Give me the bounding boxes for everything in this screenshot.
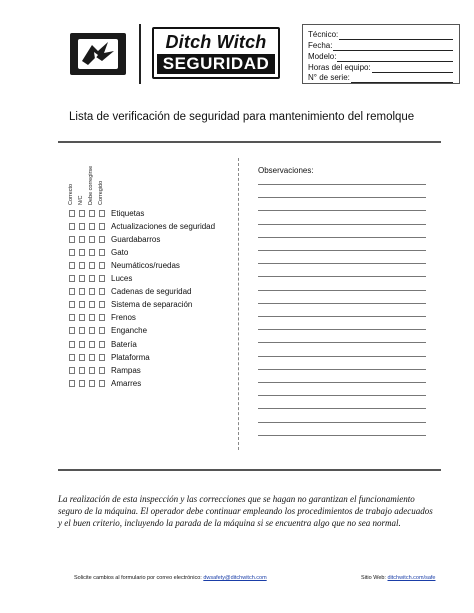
footer-request-text: Solicite cambios al formulario por correo electrónico: [74, 575, 202, 581]
checklist-checkbox[interactable] [89, 210, 95, 217]
observation-line[interactable] [258, 408, 426, 409]
observation-line[interactable] [258, 250, 426, 251]
checklist-item [69, 220, 215, 232]
checklist-checkbox[interactable] [79, 314, 85, 321]
checklist-checkbox[interactable] [69, 210, 75, 217]
checklist-checkbox[interactable] [89, 249, 95, 256]
checklist-item [69, 364, 141, 376]
observation-line[interactable] [258, 382, 426, 383]
checklist-checkbox[interactable] [99, 367, 105, 374]
checklist-checkbox[interactable] [89, 236, 95, 243]
checklist-item [69, 273, 132, 285]
checklist-checkbox[interactable] [79, 354, 85, 361]
footer-request [74, 575, 267, 581]
observations-title: Observaciones: [258, 166, 314, 175]
equipment-hours-label: Horas del equipo: [308, 63, 371, 72]
checklist-checkbox[interactable] [69, 275, 75, 282]
equipment-hours-field[interactable] [308, 63, 453, 73]
checklist-checkbox[interactable] [69, 288, 75, 295]
checklist-checkbox[interactable] [89, 223, 95, 230]
observation-line[interactable] [258, 435, 426, 436]
top-divider [58, 141, 441, 143]
checklist-item-label: Guardabarros [111, 234, 161, 244]
observation-line[interactable] [258, 263, 426, 264]
checklist-checkbox[interactable] [69, 367, 75, 374]
observation-line[interactable] [258, 237, 426, 238]
checklist-item-label: Actualizaciones de seguridad [111, 221, 216, 231]
observation-line[interactable] [258, 356, 426, 357]
checklist-item-label: Rampas [111, 365, 141, 375]
checklist-checkbox[interactable] [69, 236, 75, 243]
equipment-hours-line[interactable] [372, 65, 453, 73]
footer-email-link[interactable]: dwsafety@ditchwitch.com [203, 575, 267, 581]
checklist-checkbox[interactable] [69, 301, 75, 308]
safety-disclaimer: La realización de esta inspección y las correcciones que se hagan no garantizan el funcionamiento seguro de la máquina. El operador debe continuar empleando los procedimientos de trabajo adecuados y el buen criterio, incluyendo la parada de la máquina si se encuentra algo que no sea normal. [58, 494, 433, 528]
date-label: Fecha: [308, 41, 333, 50]
checklist-item [69, 312, 136, 324]
checklist-item [69, 246, 128, 258]
checklist-item [69, 259, 180, 271]
technician-line[interactable] [339, 32, 453, 40]
observation-line[interactable] [258, 290, 426, 291]
observation-line[interactable] [258, 210, 426, 211]
observation-line[interactable] [258, 184, 426, 185]
footer-site [361, 575, 436, 581]
footer-site-text: Sitio Web: [361, 575, 386, 581]
checklist-checkbox[interactable] [99, 301, 105, 308]
checklist-checkbox[interactable] [99, 236, 105, 243]
model-field[interactable] [308, 52, 453, 62]
checklist-item-label: Luces [111, 274, 133, 283]
checklist-checkbox[interactable] [89, 327, 95, 334]
column-separator [238, 158, 239, 450]
checklist-checkbox[interactable] [89, 354, 95, 361]
checklist-checkbox[interactable] [99, 249, 105, 256]
date-field[interactable] [308, 41, 453, 51]
checklist-checkbox[interactable] [89, 288, 95, 295]
ditch-witch-bird-icon [78, 39, 118, 69]
checklist-checkbox[interactable] [99, 275, 105, 282]
checklist-checkbox[interactable] [79, 341, 85, 348]
date-line[interactable] [333, 43, 453, 51]
checklist-checkbox[interactable] [89, 367, 95, 374]
checklist-checkbox[interactable] [69, 223, 75, 230]
checklist-checkbox[interactable] [99, 354, 105, 361]
checklist-checkbox[interactable] [79, 380, 85, 387]
checklist-checkbox[interactable] [69, 341, 75, 348]
checklist-checkbox[interactable] [99, 341, 105, 348]
checklist-checkbox[interactable] [79, 262, 85, 269]
equipment-info-box [302, 24, 460, 84]
technician-label: Técnico: [308, 30, 339, 39]
checklist-item-label: Plataforma [111, 352, 150, 362]
checklist-item [69, 377, 141, 389]
footer-site-link[interactable]: ditchwitch.com/safe [387, 575, 436, 581]
checklist-checkbox[interactable] [79, 210, 85, 217]
col-header-correct: Correcto [68, 183, 74, 205]
col-header-must-fix: Debe corregirse [88, 165, 94, 205]
checklist-item [69, 325, 147, 337]
checklist-item-label: Batería [111, 339, 137, 349]
brand-tagline: SEGURIDAD [157, 54, 275, 74]
checklist-checkbox[interactable] [69, 262, 75, 269]
checklist-checkbox[interactable] [89, 314, 95, 321]
checklist-checkbox[interactable] [89, 341, 95, 348]
checklist-checkbox[interactable] [99, 262, 105, 269]
checklist-item-label: Amarres [111, 378, 142, 388]
checklist-checkbox[interactable] [99, 210, 105, 217]
observation-line[interactable] [258, 342, 426, 343]
checklist-checkbox[interactable] [79, 288, 85, 295]
observation-line[interactable] [258, 422, 426, 423]
observation-line[interactable] [258, 316, 426, 317]
observation-line[interactable] [258, 276, 426, 277]
observation-line[interactable] [258, 197, 426, 198]
checklist-item [69, 207, 144, 219]
observation-line[interactable] [258, 395, 426, 396]
brand-block [152, 27, 280, 79]
observation-line[interactable] [258, 224, 426, 225]
checklist-checkbox[interactable] [69, 380, 75, 387]
checklist-checkbox[interactable] [99, 380, 105, 387]
checklist-item [69, 286, 192, 298]
observation-line[interactable] [258, 303, 426, 304]
checklist-checkbox[interactable] [69, 327, 75, 334]
checklist-checkbox[interactable] [89, 301, 95, 308]
checklist-item-label: Neumáticos/ruedas [111, 260, 180, 270]
checklist-checkbox[interactable] [99, 327, 105, 334]
checklist-item-label: Sistema de separación [111, 300, 193, 310]
checklist-checkbox[interactable] [69, 249, 75, 256]
checklist-item-label: Cadenas de seguridad [111, 287, 192, 297]
checklist-checkbox[interactable] [79, 223, 85, 230]
checklist-checkbox[interactable] [79, 327, 85, 334]
model-line[interactable] [337, 54, 453, 62]
checklist-checkbox[interactable] [79, 249, 85, 256]
col-header-fixed: Corregido [98, 180, 104, 205]
serial-number-line[interactable] [351, 75, 453, 83]
checklist-item [69, 338, 137, 350]
checklist-item [69, 233, 160, 245]
checklist-checkbox[interactable] [69, 314, 75, 321]
ditch-witch-logo [70, 33, 126, 75]
checklist-item-label: Gato [111, 247, 129, 257]
checklist-checkbox[interactable] [99, 314, 105, 321]
checklist-item [69, 351, 150, 363]
checklist-checkbox[interactable] [89, 262, 95, 269]
bottom-divider [58, 469, 441, 471]
checklist-checkbox[interactable] [79, 367, 85, 374]
brand-name: Ditch Witch [165, 32, 267, 52]
checklist-checkbox[interactable] [79, 236, 85, 243]
model-label: Modelo: [308, 52, 337, 61]
checklist-checkbox[interactable] [99, 223, 105, 230]
observation-line[interactable] [258, 329, 426, 330]
serial-number-field[interactable] [308, 73, 453, 83]
col-header-na: N/C [78, 195, 84, 205]
checklist-item-label: Enganche [111, 326, 148, 336]
checklist-checkbox[interactable] [99, 288, 105, 295]
checklist-checkbox[interactable] [79, 301, 85, 308]
checklist-item-label: Frenos [111, 313, 136, 323]
technician-field[interactable] [308, 30, 453, 40]
checklist-item [69, 299, 192, 311]
checklist-checkbox[interactable] [89, 275, 95, 282]
checklist-item-label: Etiquetas [111, 208, 145, 218]
observation-line[interactable] [258, 369, 426, 370]
header-divider [139, 24, 141, 84]
page-title: Lista de verificación de seguridad para mantenimiento del remolque [69, 111, 415, 123]
checklist-checkbox[interactable] [79, 275, 85, 282]
checklist-checkbox[interactable] [89, 380, 95, 387]
serial-number-label: N° de serie: [308, 73, 350, 82]
checklist-checkbox[interactable] [69, 354, 75, 361]
